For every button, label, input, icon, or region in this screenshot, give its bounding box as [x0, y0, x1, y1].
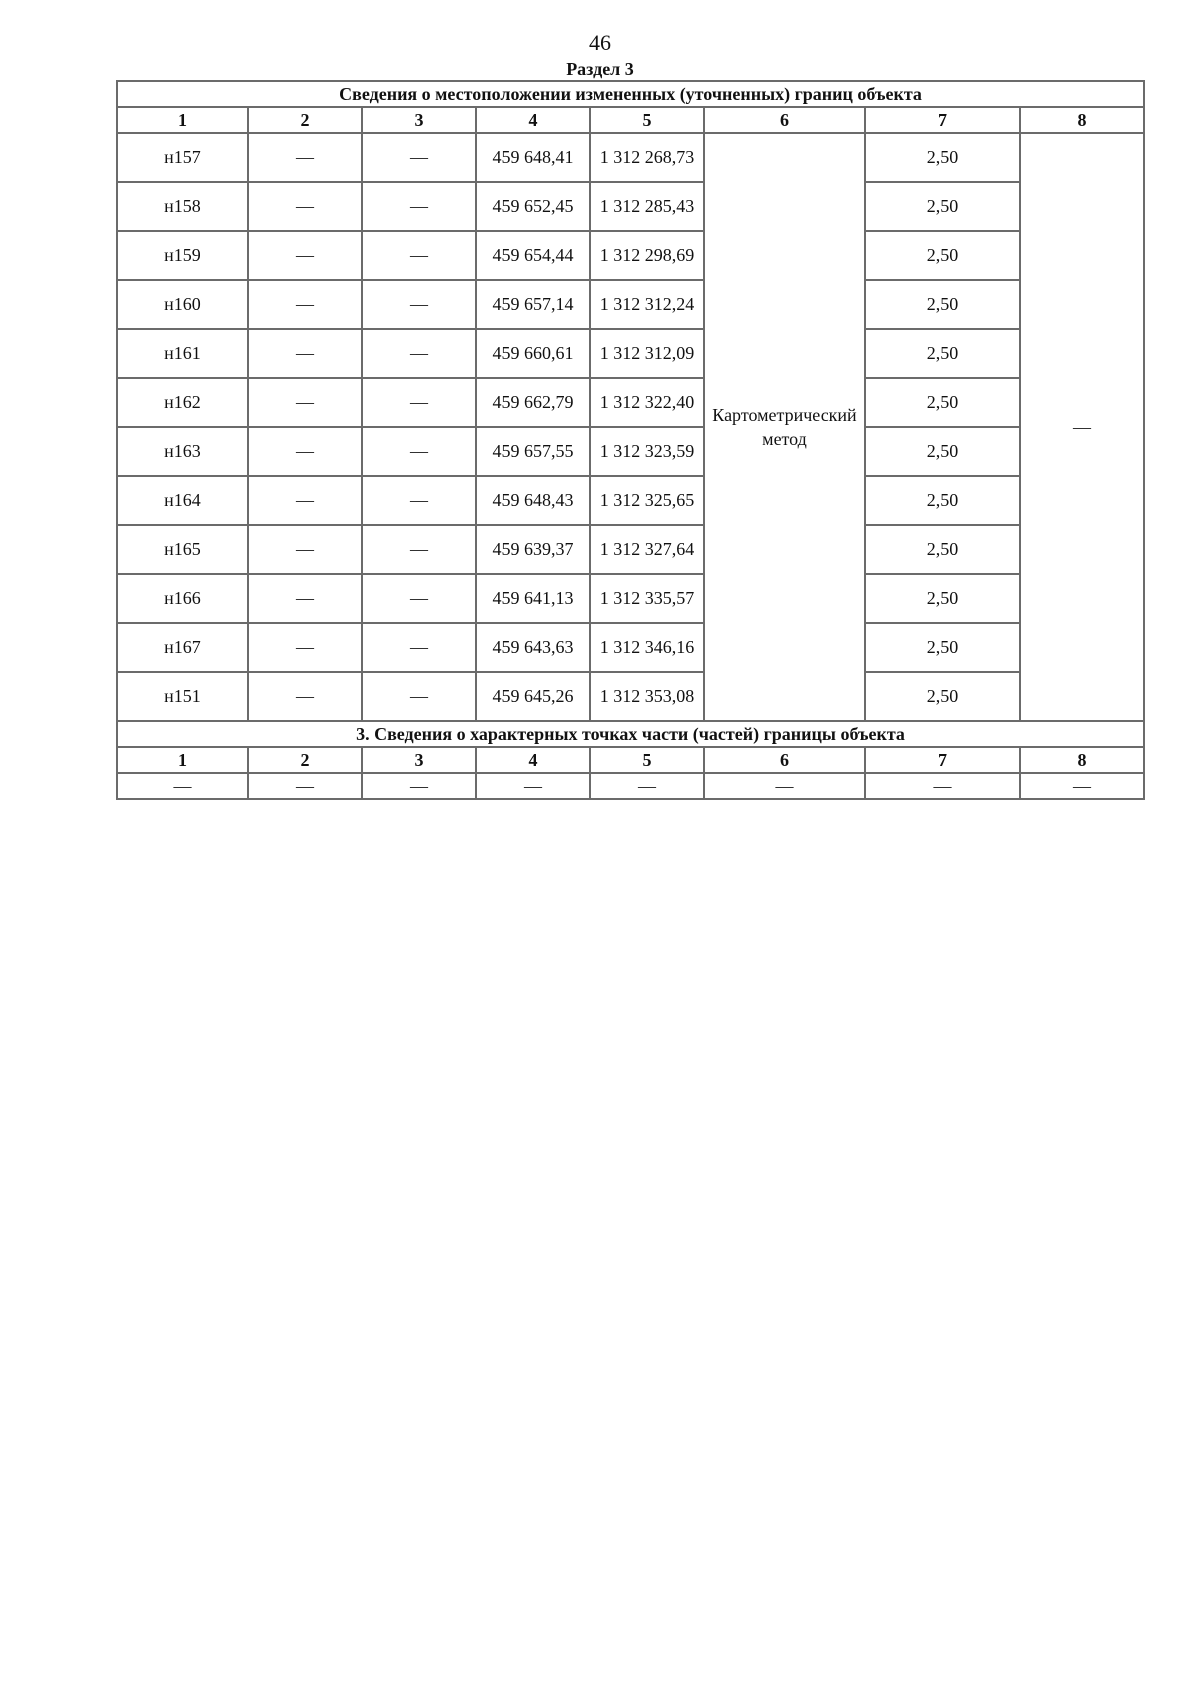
cell-value: — — [248, 133, 362, 182]
table-row — [117, 133, 1144, 182]
x-coordinate-cell: 459 657,55 — [476, 427, 590, 476]
point-number-cell: н151 — [117, 672, 248, 721]
column-number: 6 — [704, 747, 865, 773]
cell-value: — — [865, 773, 1020, 799]
column-number: 7 — [865, 747, 1020, 773]
y-coordinate-cell: 1 312 322,40 — [590, 378, 704, 427]
cell-value: — — [362, 525, 476, 574]
method-cell: Картометрический метод — [704, 133, 865, 721]
cell-value: — — [248, 476, 362, 525]
x-coordinate-cell: 459 654,44 — [476, 231, 590, 280]
cell-value: — — [248, 182, 362, 231]
x-coordinate-cell: 459 643,63 — [476, 623, 590, 672]
y-coordinate-cell: 1 312 353,08 — [590, 672, 704, 721]
column-number: 5 — [590, 107, 704, 133]
column-number: 3 — [362, 107, 476, 133]
boundary-table — [116, 80, 1145, 800]
x-coordinate-cell: 459 641,13 — [476, 574, 590, 623]
cell-value: — — [248, 378, 362, 427]
point-number-cell: н163 — [117, 427, 248, 476]
precision-cell: 2,50 — [865, 329, 1020, 378]
column-number: 1 — [117, 107, 248, 133]
cell-value: — — [117, 773, 248, 799]
cell-value: — — [362, 574, 476, 623]
cell-value: — — [476, 773, 590, 799]
cell-value: — — [362, 623, 476, 672]
cell-value: — — [248, 280, 362, 329]
x-coordinate-cell: 459 648,41 — [476, 133, 590, 182]
cell-value: — — [590, 773, 704, 799]
precision-cell: 2,50 — [865, 525, 1020, 574]
point-number-cell: н162 — [117, 378, 248, 427]
table-row — [117, 329, 1144, 378]
precision-cell: 2,50 — [865, 672, 1020, 721]
y-coordinate-cell: 1 312 346,16 — [590, 623, 704, 672]
table1-caption: Сведения о местоположении измененных (уточненных) границ объекта — [117, 81, 1144, 107]
cell-value: — — [362, 476, 476, 525]
table1-caption-row — [117, 81, 1144, 107]
y-coordinate-cell: 1 312 312,09 — [590, 329, 704, 378]
cell-value: — — [248, 672, 362, 721]
table-row — [117, 378, 1144, 427]
cell-value: — — [362, 672, 476, 721]
cell-value: — — [362, 133, 476, 182]
y-coordinate-cell: 1 312 285,43 — [590, 182, 704, 231]
cell-value: — — [362, 773, 476, 799]
column-number: 8 — [1020, 107, 1144, 133]
x-coordinate-cell: 459 639,37 — [476, 525, 590, 574]
precision-cell: 2,50 — [865, 280, 1020, 329]
precision-cell: 2,50 — [865, 378, 1020, 427]
table-row — [117, 623, 1144, 672]
table2-row — [117, 773, 1144, 799]
table2-caption: 3. Сведения о характерных точках части (частей) границы объекта — [117, 721, 1144, 747]
cell-value: — — [248, 623, 362, 672]
cell-value: — — [248, 773, 362, 799]
table-row — [117, 476, 1144, 525]
cell-value: — — [248, 574, 362, 623]
precision-cell: 2,50 — [865, 133, 1020, 182]
cell-value: — — [362, 329, 476, 378]
point-number-cell: н157 — [117, 133, 248, 182]
column-number: 2 — [248, 747, 362, 773]
x-coordinate-cell: 459 645,26 — [476, 672, 590, 721]
column-number: 3 — [362, 747, 476, 773]
point-number-cell: н160 — [117, 280, 248, 329]
cell-value: — — [1020, 773, 1144, 799]
table-row — [117, 182, 1144, 231]
cell-value: — — [248, 427, 362, 476]
y-coordinate-cell: 1 312 268,73 — [590, 133, 704, 182]
column8-cell: — — [1020, 133, 1144, 721]
x-coordinate-cell: 459 660,61 — [476, 329, 590, 378]
column-number: 7 — [865, 107, 1020, 133]
y-coordinate-cell: 1 312 335,57 — [590, 574, 704, 623]
cell-value: — — [362, 231, 476, 280]
x-coordinate-cell: 459 648,43 — [476, 476, 590, 525]
precision-cell: 2,50 — [865, 182, 1020, 231]
column-number: 8 — [1020, 747, 1144, 773]
cell-value: — — [362, 280, 476, 329]
table-body — [117, 81, 1144, 799]
y-coordinate-cell: 1 312 298,69 — [590, 231, 704, 280]
x-coordinate-cell: 459 662,79 — [476, 378, 590, 427]
table-row — [117, 280, 1144, 329]
page-number: 46 — [589, 30, 611, 55]
cell-value: — — [248, 329, 362, 378]
point-number-cell: н158 — [117, 182, 248, 231]
point-number-cell: н165 — [117, 525, 248, 574]
table-row — [117, 427, 1144, 476]
point-number-cell: н159 — [117, 231, 248, 280]
column-number: 2 — [248, 107, 362, 133]
y-coordinate-cell: 1 312 327,64 — [590, 525, 704, 574]
table2-column-numbers — [117, 747, 1144, 773]
table1-column-numbers — [117, 107, 1144, 133]
cell-value: — — [704, 773, 865, 799]
cell-value: — — [362, 427, 476, 476]
column-number: 4 — [476, 747, 590, 773]
table2-caption-row — [117, 721, 1144, 747]
point-number-cell: н166 — [117, 574, 248, 623]
column-number: 1 — [117, 747, 248, 773]
point-number-cell: н164 — [117, 476, 248, 525]
precision-cell: 2,50 — [865, 476, 1020, 525]
precision-cell: 2,50 — [865, 231, 1020, 280]
section-title: Раздел 3 — [566, 59, 634, 79]
column-number: 6 — [704, 107, 865, 133]
precision-cell: 2,50 — [865, 623, 1020, 672]
y-coordinate-cell: 1 312 325,65 — [590, 476, 704, 525]
table-row — [117, 525, 1144, 574]
point-number-cell: н161 — [117, 329, 248, 378]
x-coordinate-cell: 459 652,45 — [476, 182, 590, 231]
table-row — [117, 672, 1144, 721]
table-row — [117, 231, 1144, 280]
y-coordinate-cell: 1 312 323,59 — [590, 427, 704, 476]
x-coordinate-cell: 459 657,14 — [476, 280, 590, 329]
table-row — [117, 574, 1144, 623]
cell-value: — — [362, 182, 476, 231]
cell-value: — — [248, 525, 362, 574]
precision-cell: 2,50 — [865, 574, 1020, 623]
cell-value: — — [248, 231, 362, 280]
precision-cell: 2,50 — [865, 427, 1020, 476]
y-coordinate-cell: 1 312 312,24 — [590, 280, 704, 329]
column-number: 4 — [476, 107, 590, 133]
cell-value: — — [362, 378, 476, 427]
point-number-cell: н167 — [117, 623, 248, 672]
column-number: 5 — [590, 747, 704, 773]
